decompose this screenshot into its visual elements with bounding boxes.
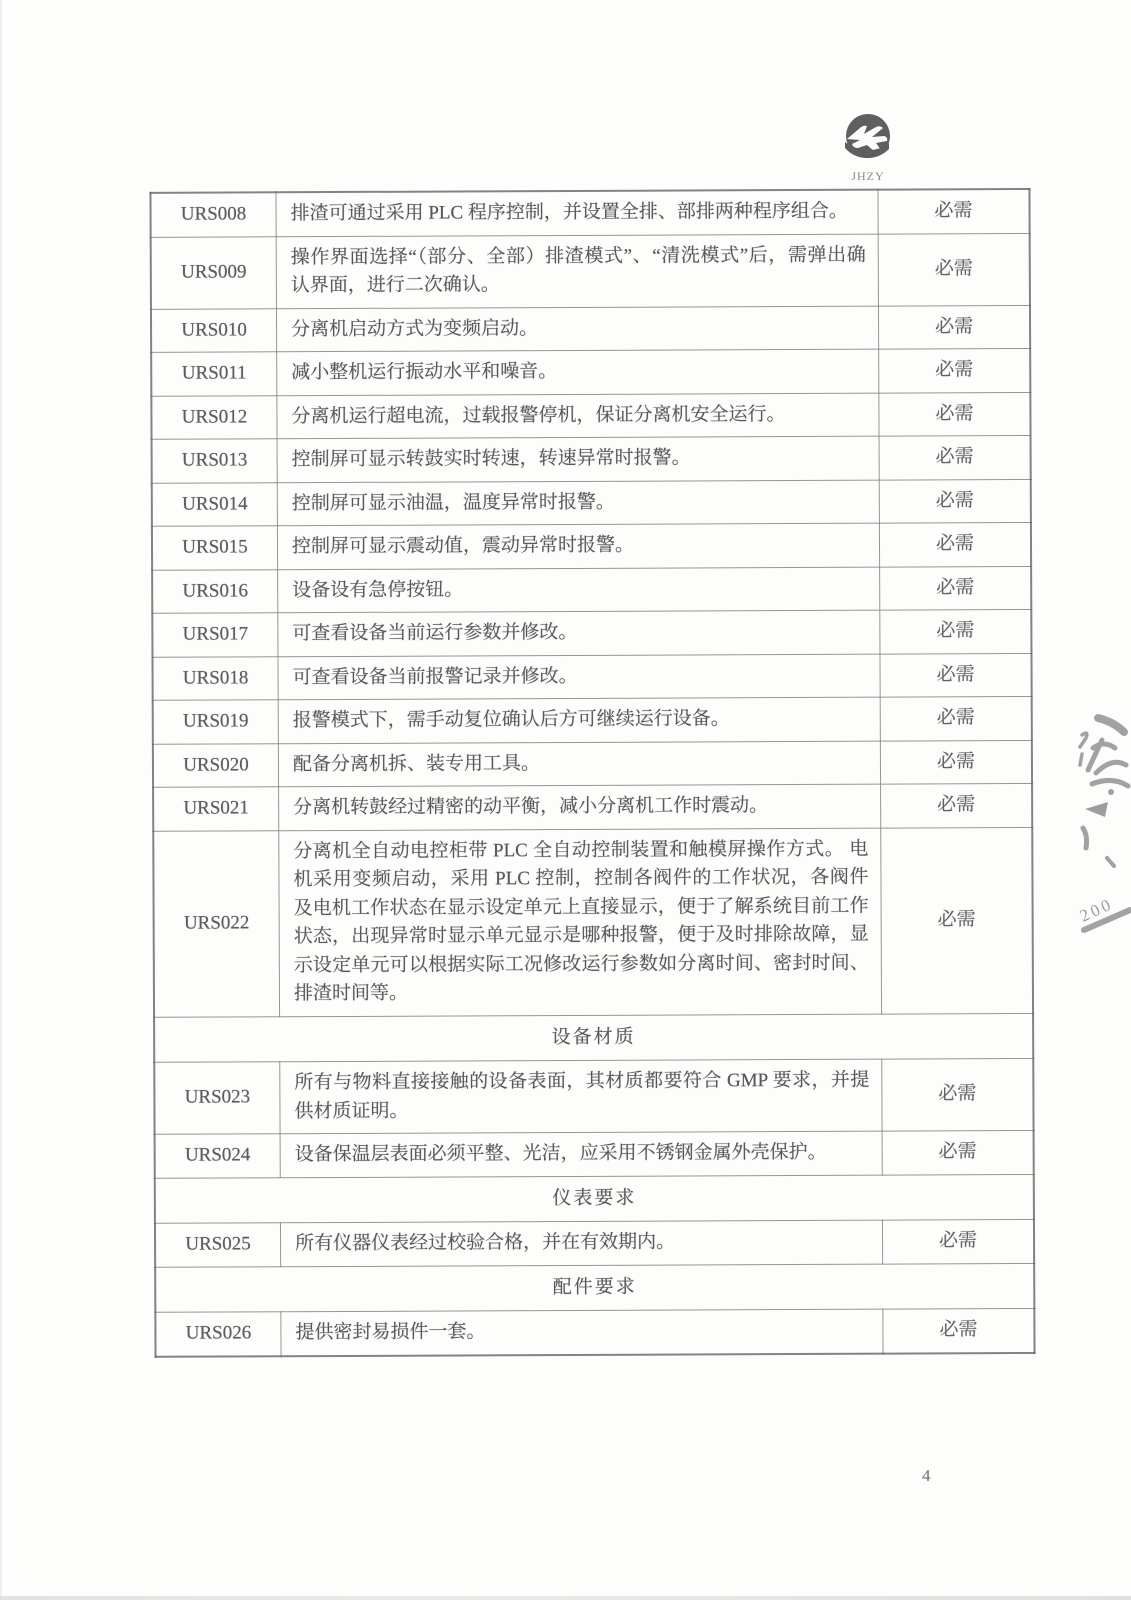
urs-desc-cell: 分离机运行超电流，过载报警停机，保证分离机安全运行。: [277, 393, 879, 439]
scan-edge-artifact: [0, 1596, 1131, 1600]
urs-desc-cell: 可查看设备当前报警记录并修改。: [278, 654, 880, 700]
urs-id-cell: URS009: [151, 236, 277, 309]
urs-req-cell: 必需: [881, 827, 1033, 1014]
table-row: [150, 189, 1029, 237]
urs-req-cell: 必需: [883, 1308, 1035, 1353]
handwritten-stamp-marks: [1026, 678, 1131, 948]
urs-req-cell: 必需: [880, 696, 1032, 740]
signature-fragment-icon: [1026, 678, 1131, 948]
table-row: [152, 566, 1031, 613]
urs-desc-cell: 控制屏可显示油温，温度异常时报警。: [277, 480, 879, 526]
urs-id-cell: URS015: [152, 526, 278, 570]
urs-desc-cell: 设备设有急停按钮。: [278, 567, 880, 613]
table-row: [155, 1308, 1034, 1356]
urs-req-cell: 必需: [879, 348, 1031, 392]
urs-req-cell: 必需: [879, 479, 1031, 523]
table-row: [151, 233, 1030, 309]
urs-requirements-table: [149, 188, 987, 1357]
urs-desc-cell: 设备保温层表面必须平整、光洁，应采用不锈钢金属外壳保护。: [280, 1131, 882, 1177]
urs-id-cell: URS012: [151, 395, 277, 439]
section-row: [155, 1174, 1034, 1223]
table-row: [152, 522, 1031, 569]
urs-req-cell: 必需: [882, 1058, 1034, 1131]
urs-desc-cell: 配备分离机拆、装专用工具。: [278, 741, 880, 787]
urs-id-cell: URS011: [151, 352, 277, 396]
urs-id-cell: URS020: [153, 743, 279, 787]
company-logo: [836, 112, 900, 184]
table-row: [152, 435, 1031, 482]
urs-table-body: [150, 189, 1034, 1356]
urs-id-cell: URS018: [152, 656, 278, 700]
table-row: [153, 696, 1032, 743]
urs-id-cell: URS008: [150, 192, 276, 237]
urs-desc-cell: 控制屏可显示震动值，震动异常时报警。: [277, 523, 879, 569]
section-header: 仪表要求: [155, 1174, 1034, 1223]
urs-desc-cell: 所有仪器仪表经过校验合格，并在有效期内。: [280, 1220, 882, 1266]
urs-req-cell: 必需: [880, 566, 1032, 610]
urs-req-cell: 必需: [878, 189, 1030, 234]
page-number: 4: [922, 1466, 931, 1485]
urs-req-cell: 必需: [878, 305, 1030, 349]
urs-req-cell: 必需: [879, 435, 1031, 479]
urs-req-cell: 必需: [880, 740, 1032, 784]
table-row: [151, 348, 1030, 395]
stamp-digits: 200: [1076, 894, 1117, 926]
urs-id-cell: URS021: [153, 787, 279, 831]
urs-desc-cell: 提供密封易损件一套。: [281, 1309, 883, 1356]
bird-in-circle-icon: [843, 112, 893, 162]
table-row: [152, 609, 1031, 656]
table-row: [152, 653, 1031, 700]
urs-desc-cell: 减小整机运行振动水平和噪音。: [277, 349, 879, 395]
urs-id-cell: URS014: [152, 482, 278, 526]
urs-desc-cell: 所有与物料直接接触的设备表面，其材质都要符合 GMP 要求，并提供材质证明。: [280, 1059, 882, 1134]
table-row: [152, 479, 1031, 526]
urs-req-cell: 必需: [879, 522, 1031, 566]
table-row: [153, 740, 1032, 787]
urs-id-cell: URS013: [152, 439, 278, 483]
urs-id-cell: URS026: [155, 1312, 281, 1357]
urs-id-cell: URS019: [153, 700, 279, 744]
table-row: [155, 1219, 1034, 1266]
urs-id-cell: URS016: [152, 569, 278, 613]
table-row: [154, 1058, 1033, 1134]
section-header: 配件要求: [155, 1263, 1034, 1312]
urs-id-cell: URS023: [154, 1062, 280, 1135]
urs-req-cell: 必需: [882, 1219, 1034, 1263]
urs-desc-cell: 分离机全自动电控柜带 PLC 全自动控制装置和触模屏操作方式。 电机采用变频启动，采用 PLC 控制，控制各阀件的工作状况，各阀件及电机工作状态在显示设定单元上直接显示，便于了解系统目前工作状态，出现异常时显示单元显示是哪种报警，便于及时排除故障，显示设定单元可以根据实际工况修改运行参数如分离时间、密封时间、排渣时间等。: [279, 828, 882, 1017]
urs-req-cell: 必需: [878, 233, 1030, 306]
urs-desc-cell: 分离机启动方式为变频启动。: [276, 306, 878, 352]
urs-desc-cell: 分离机转鼓经过精密的动平衡，减小分离机工作时震动。: [279, 784, 881, 830]
urs-req-cell: 必需: [880, 653, 1032, 697]
urs-desc-cell: 排渣可通过采用 PLC 程序控制，并设置全排、部排两种程序组合。: [276, 190, 878, 237]
section-row: [154, 1013, 1033, 1062]
section-header: 设备材质: [154, 1013, 1033, 1062]
urs-desc-cell: 操作界面选择“（部分、全部）排渣模式”、“清洗模式”后，需弹出确认界面，进行二次确认。: [276, 234, 878, 309]
urs-req-cell: 必需: [879, 392, 1031, 436]
urs-req-cell: 必需: [881, 783, 1033, 827]
urs-id-cell: URS022: [153, 830, 279, 1017]
urs-id-cell: URS017: [152, 613, 278, 657]
urs-id-cell: URS010: [151, 308, 277, 352]
section-row: [155, 1263, 1034, 1312]
scan-edge-artifact: [0, 0, 2, 1600]
logo-caption: JHZY: [851, 169, 885, 183]
urs-req-cell: 必需: [880, 609, 1032, 653]
table-row: [151, 392, 1030, 439]
urs-desc-cell: 可查看设备当前运行参数并修改。: [278, 610, 880, 656]
urs-desc-cell: 报警模式下，需手动复位确认后方可继续运行设备。: [278, 697, 880, 743]
table-row: [151, 305, 1030, 352]
table-row: [155, 1130, 1034, 1177]
urs-desc-cell: 控制屏可显示转鼓实时转速，转速异常时报警。: [277, 436, 879, 482]
urs-id-cell: URS024: [155, 1134, 281, 1178]
urs-id-cell: URS025: [155, 1223, 281, 1267]
table-row: [153, 783, 1032, 830]
urs-req-cell: 必需: [882, 1130, 1034, 1174]
table-row: [153, 827, 1033, 1017]
